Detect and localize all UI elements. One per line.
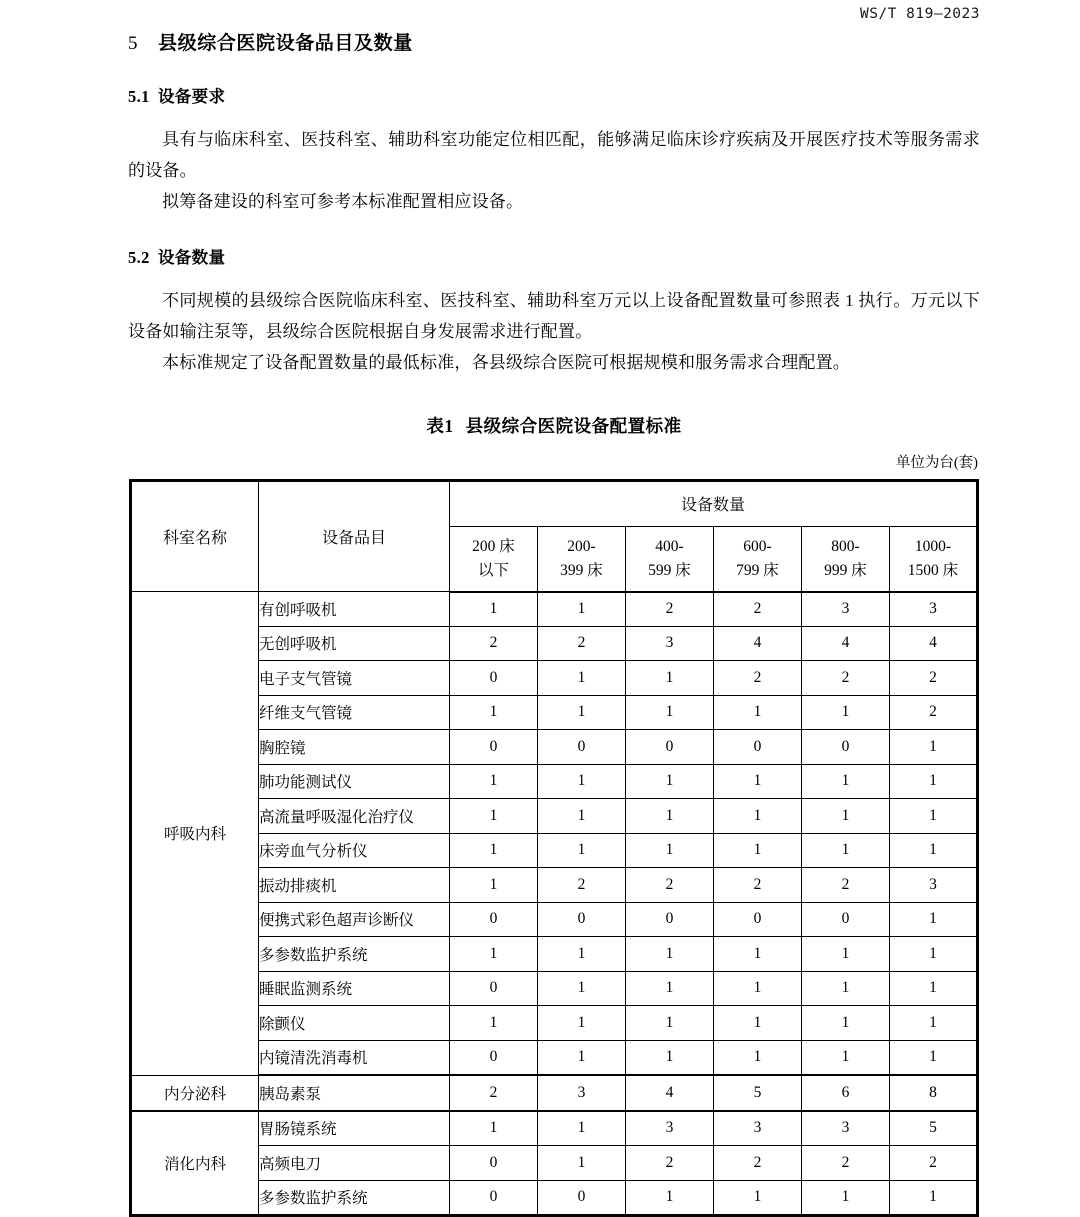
quantity-cell: 1: [802, 971, 890, 1006]
table-row: [131, 695, 978, 730]
table-row: [131, 902, 978, 937]
header-bed-range-1: [538, 526, 626, 592]
quantity-cell: 1: [626, 1180, 714, 1216]
table-row: [131, 661, 978, 696]
quantity-cell: 1: [626, 764, 714, 799]
table-caption-number: 表1: [426, 415, 454, 436]
equipment-item-cell: 除颤仪: [259, 1006, 450, 1041]
quantity-cell: 1: [802, 764, 890, 799]
table-row: [131, 799, 978, 834]
quantity-cell: 1: [714, 833, 802, 868]
quantity-cell: 4: [802, 626, 890, 661]
quantity-cell: 2: [802, 661, 890, 696]
running-header-standard-code: WS/T 819—2023: [860, 6, 980, 22]
quantity-cell: 2: [450, 626, 538, 661]
quantity-cell: 1: [890, 937, 978, 972]
subclause-5-1-title: 设备要求: [157, 88, 226, 106]
table-row: [131, 1075, 978, 1111]
quantity-cell: 1: [538, 799, 626, 834]
section-5-1: [128, 83, 980, 218]
bed-range-2-line1: 400-: [655, 537, 684, 555]
quantity-cell: 1: [890, 1040, 978, 1075]
paragraph-5-1-1: 具有与临床科室、医技科室、辅助科室功能定位相匹配，能够满足临床诊疗疾病及开展医疗技术等服务需求的设备。: [128, 130, 980, 180]
quantity-cell: 3: [802, 1111, 890, 1146]
quantity-cell: 1: [450, 592, 538, 627]
quantity-cell: 6: [802, 1075, 890, 1111]
document-content: [128, 28, 980, 1217]
quantity-cell: 3: [802, 592, 890, 627]
bed-range-5-line2: 1500 床: [907, 561, 959, 579]
quantity-cell: 0: [714, 902, 802, 937]
quantity-cell: 1: [538, 937, 626, 972]
bed-range-4-line2: 999 床: [824, 561, 867, 579]
quantity-cell: 1: [714, 1006, 802, 1041]
quantity-cell: 2: [626, 1146, 714, 1181]
table-row: [131, 730, 978, 765]
quantity-cell: 3: [890, 592, 978, 627]
quantity-cell: 0: [450, 1146, 538, 1181]
quantity-cell: 3: [890, 868, 978, 903]
equipment-item-cell: 床旁血气分析仪: [259, 833, 450, 868]
table-row: [131, 1146, 978, 1181]
quantity-cell: 1: [450, 1111, 538, 1146]
quantity-cell: 1: [890, 799, 978, 834]
quantity-cell: 0: [714, 730, 802, 765]
quantity-cell: 1: [714, 937, 802, 972]
quantity-cell: 2: [450, 1075, 538, 1111]
quantity-cell: 2: [714, 1146, 802, 1181]
quantity-cell: 0: [538, 730, 626, 765]
quantity-cell: 1: [538, 1111, 626, 1146]
table-row: [131, 1040, 978, 1075]
quantity-cell: 1: [538, 592, 626, 627]
header-bed-range-3: [714, 526, 802, 592]
table-caption-title: 县级综合医院设备配置标准: [465, 415, 682, 436]
quantity-cell: 0: [450, 730, 538, 765]
bed-range-0-line2: 以下: [477, 561, 509, 579]
quantity-cell: 1: [890, 1180, 978, 1216]
clause-number: 5: [128, 33, 139, 54]
quantity-cell: 1: [626, 833, 714, 868]
quantity-cell: 1: [450, 868, 538, 903]
subclause-5-2-heading: [128, 244, 980, 268]
header-bed-range-4: [802, 526, 890, 592]
header-bed-range-0: [450, 526, 538, 592]
quantity-cell: 1: [538, 1040, 626, 1075]
quantity-cell: 0: [450, 661, 538, 696]
quantity-cell: 0: [450, 1180, 538, 1216]
table-head: [131, 480, 978, 592]
table-row: [131, 1180, 978, 1216]
quantity-cell: 0: [626, 730, 714, 765]
quantity-cell: 1: [626, 799, 714, 834]
quantity-cell: 2: [714, 661, 802, 696]
bed-range-3-line2: 799 床: [736, 561, 779, 579]
equipment-item-cell: 振动排痰机: [259, 868, 450, 903]
quantity-cell: 1: [450, 764, 538, 799]
equipment-item-cell: 胃肠镜系统: [259, 1111, 450, 1146]
quantity-cell: 2: [538, 868, 626, 903]
table-caption: [128, 413, 980, 438]
equipment-item-cell: 胰岛素泵: [259, 1075, 450, 1111]
bed-range-1-line1: 200-: [567, 537, 596, 555]
quantity-cell: 1: [626, 937, 714, 972]
equipment-item-cell: 肺功能测试仪: [259, 764, 450, 799]
bed-range-0-line1: 200 床: [472, 537, 515, 555]
clause-heading: [128, 28, 980, 55]
quantity-cell: 3: [626, 626, 714, 661]
quantity-cell: 1: [626, 971, 714, 1006]
equipment-item-cell: 有创呼吸机: [259, 592, 450, 627]
table-row: [131, 764, 978, 799]
quantity-cell: 2: [890, 661, 978, 696]
equipment-item-cell: 多参数监护系统: [259, 1180, 450, 1216]
quantity-cell: 5: [714, 1075, 802, 1111]
equipment-item-cell: 高频电刀: [259, 1146, 450, 1181]
department-cell: 消化内科: [131, 1111, 259, 1216]
quantity-cell: 1: [714, 799, 802, 834]
table-row: [131, 626, 978, 661]
equipment-item-cell: 睡眠监测系统: [259, 971, 450, 1006]
quantity-cell: 1: [802, 799, 890, 834]
section-5-2: [128, 244, 980, 379]
quantity-cell: 1: [538, 1146, 626, 1181]
quantity-cell: 0: [538, 902, 626, 937]
quantity-cell: 1: [714, 971, 802, 1006]
quantity-cell: 0: [802, 730, 890, 765]
equipment-item-cell: 电子支气管镜: [259, 661, 450, 696]
quantity-cell: 1: [450, 1006, 538, 1041]
quantity-cell: 1: [626, 1006, 714, 1041]
quantity-cell: 3: [538, 1075, 626, 1111]
paragraph-5-2-1: 不同规模的县级综合医院临床科室、医技科室、辅助科室万元以上设备配置数量可参照表 1 执行。万元以下设备如输注泵等，县级综合医院根据自身发展需求进行配置。: [128, 290, 980, 341]
quantity-cell: 1: [538, 764, 626, 799]
table-row: [131, 1006, 978, 1041]
quantity-cell: 5: [890, 1111, 978, 1146]
quantity-cell: 0: [450, 902, 538, 937]
bed-range-1-line2: 399 床: [560, 561, 603, 579]
quantity-cell: 1: [714, 695, 802, 730]
table-row: [131, 868, 978, 903]
quantity-cell: 1: [450, 833, 538, 868]
quantity-cell: 2: [890, 695, 978, 730]
clause-title: 县级综合医院设备品目及数量: [158, 33, 413, 54]
quantity-cell: 8: [890, 1075, 978, 1111]
quantity-cell: 2: [802, 1146, 890, 1181]
quantity-cell: 1: [714, 1180, 802, 1216]
equipment-item-cell: 胸腔镜: [259, 730, 450, 765]
bed-range-5-line1: 1000-: [914, 537, 952, 555]
table-body: [131, 592, 978, 1216]
quantity-cell: 1: [714, 764, 802, 799]
equipment-item-cell: 内镜清洗消毒机: [259, 1040, 450, 1075]
table-unit-note: 单位为台(套): [895, 454, 978, 471]
quantity-cell: 2: [714, 592, 802, 627]
table-row: [131, 937, 978, 972]
header-bed-range-5: [890, 526, 978, 592]
header-department: 科室名称: [131, 480, 259, 592]
quantity-cell: 3: [714, 1111, 802, 1146]
quantity-cell: 1: [890, 833, 978, 868]
quantity-cell: 2: [626, 592, 714, 627]
equipment-item-cell: 高流量呼吸湿化治疗仪: [259, 799, 450, 834]
paragraph-5-1-2: 拟筹备建设的科室可参考本标准配置相应设备。: [162, 191, 524, 211]
quantity-cell: 1: [626, 661, 714, 696]
quantity-cell: 1: [626, 695, 714, 730]
department-cell: 呼吸内科: [131, 592, 259, 1076]
quantity-cell: 2: [538, 626, 626, 661]
equipment-item-cell: 便携式彩色超声诊断仪: [259, 902, 450, 937]
header-quantity-group: 设备数量: [450, 480, 978, 526]
table-row: [131, 1111, 978, 1146]
subclause-5-1-number: 5.1: [128, 87, 150, 106]
table-row: [131, 971, 978, 1006]
quantity-cell: 1: [538, 695, 626, 730]
quantity-cell: 1: [538, 1006, 626, 1041]
quantity-cell: 1: [450, 695, 538, 730]
quantity-cell: 1: [450, 799, 538, 834]
quantity-cell: 1: [802, 695, 890, 730]
quantity-cell: 0: [450, 1040, 538, 1075]
table-header-row-1: [131, 480, 978, 526]
quantity-cell: 1: [890, 971, 978, 1006]
quantity-cell: 1: [450, 937, 538, 972]
bed-range-4-line1: 800-: [831, 537, 860, 555]
quantity-cell: 0: [802, 902, 890, 937]
quantity-cell: 1: [890, 764, 978, 799]
quantity-cell: 0: [450, 971, 538, 1006]
quantity-cell: 2: [802, 868, 890, 903]
header-equipment-item: 设备品目: [259, 480, 450, 592]
quantity-cell: 0: [538, 1180, 626, 1216]
quantity-cell: 1: [626, 1040, 714, 1075]
quantity-cell: 4: [626, 1075, 714, 1111]
bed-range-2-line2: 599 床: [648, 561, 691, 579]
quantity-cell: 1: [802, 1006, 890, 1041]
equipment-item-cell: 多参数监护系统: [259, 937, 450, 972]
quantity-cell: 1: [802, 833, 890, 868]
quantity-cell: 1: [538, 661, 626, 696]
quantity-cell: 0: [626, 902, 714, 937]
quantity-cell: 2: [714, 868, 802, 903]
quantity-cell: 4: [890, 626, 978, 661]
quantity-cell: 1: [890, 902, 978, 937]
header-bed-range-2: [626, 526, 714, 592]
bed-range-3-line1: 600-: [743, 537, 772, 555]
quantity-cell: 1: [714, 1040, 802, 1075]
table-row: [131, 592, 978, 627]
subclause-5-1-heading: [128, 83, 980, 107]
quantity-cell: 1: [802, 1040, 890, 1075]
quantity-cell: 1: [802, 937, 890, 972]
quantity-cell: 1: [538, 971, 626, 1006]
equipment-allocation-table: [129, 479, 979, 1217]
equipment-item-cell: 无创呼吸机: [259, 626, 450, 661]
subclause-5-2-number: 5.2: [128, 247, 150, 267]
quantity-cell: 2: [626, 868, 714, 903]
quantity-cell: 4: [714, 626, 802, 661]
quantity-cell: 3: [626, 1111, 714, 1146]
quantity-cell: 1: [890, 1006, 978, 1041]
quantity-cell: 1: [890, 730, 978, 765]
paragraph-5-2-2: 本标准规定了设备配置数量的最低标准，各县级综合医院可根据规模和服务需求合理配置。: [162, 352, 850, 372]
equipment-item-cell: 纤维支气管镜: [259, 695, 450, 730]
department-cell: 内分泌科: [131, 1075, 259, 1111]
subclause-5-2-title: 设备数量: [157, 248, 226, 267]
quantity-cell: 1: [802, 1180, 890, 1216]
quantity-cell: 2: [890, 1146, 978, 1181]
quantity-cell: 1: [538, 833, 626, 868]
table-row: [131, 833, 978, 868]
